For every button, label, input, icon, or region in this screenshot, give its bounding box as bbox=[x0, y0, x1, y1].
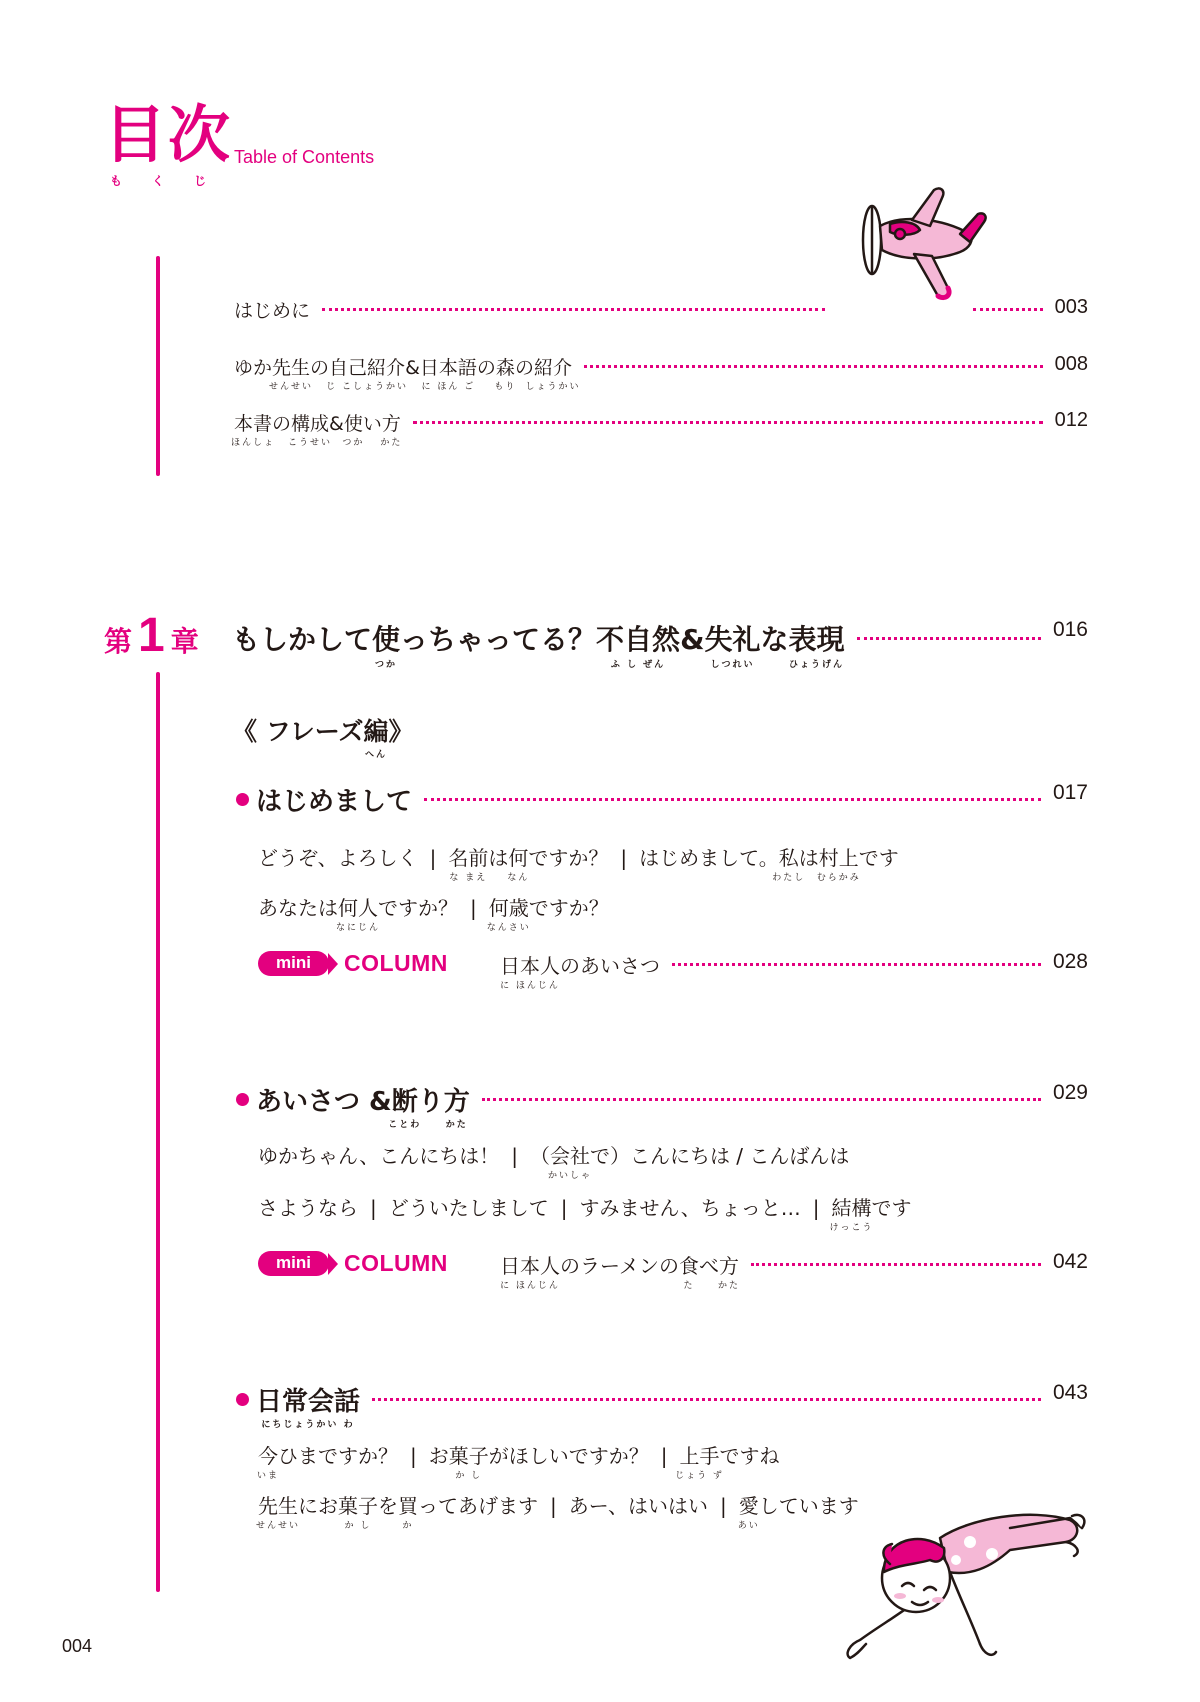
text-segment: です bbox=[858, 846, 899, 870]
chapter-accent-bar bbox=[156, 672, 160, 1592]
text-segment: です bbox=[871, 1196, 912, 1220]
ruby-base: 買 か bbox=[398, 1494, 418, 1531]
ruby-base: 何歳 なんさい bbox=[486, 896, 531, 933]
ruby-reading: に ほんじん bbox=[500, 1281, 560, 1291]
toc-page-number: 008 bbox=[1054, 353, 1088, 375]
ruby-reading: こうせい bbox=[288, 438, 333, 448]
ruby-char: も bbox=[110, 174, 123, 188]
girl-lying-illustration bbox=[820, 1468, 1090, 1668]
ruby-reading: ほんしょ bbox=[230, 438, 276, 448]
ruby-char: く bbox=[151, 174, 164, 188]
ruby-reading: ことわ bbox=[388, 1120, 422, 1130]
part-heading-text bbox=[232, 712, 414, 760]
text-segment: ってあげます bbox=[418, 1494, 538, 1518]
ruby-base: 日本人 に ほんじん bbox=[500, 1254, 560, 1291]
ruby-base: 先生 せんせい bbox=[255, 1494, 301, 1531]
text-segment: はじめに bbox=[234, 300, 311, 322]
text-segment: のラーメンの bbox=[560, 1254, 679, 1278]
chapter-prefix: 第 bbox=[104, 625, 133, 658]
text-segment: の bbox=[514, 357, 534, 379]
section-title bbox=[256, 1081, 470, 1130]
section-title bbox=[256, 1381, 361, 1430]
ruby-reading: じ こしょうかい bbox=[326, 382, 408, 392]
ruby-base: 今 いま bbox=[256, 1444, 280, 1481]
text-segment: ですか？ bbox=[378, 896, 458, 920]
phrase-separator: | bbox=[410, 1444, 417, 1468]
dot-leader bbox=[751, 1263, 1041, 1266]
text-segment: の bbox=[310, 357, 330, 379]
ruby-reading: いま bbox=[256, 1471, 280, 1481]
ruby-char: じ bbox=[193, 174, 206, 188]
toc-entry-title bbox=[230, 409, 403, 448]
page-number: 004 bbox=[62, 1636, 93, 1656]
phrase-separator: | bbox=[660, 1444, 668, 1468]
text-segment: どういたしまして bbox=[388, 1196, 549, 1220]
text-segment: り bbox=[417, 1087, 444, 1117]
text-segment: い bbox=[362, 413, 382, 435]
phrase-separator: | bbox=[620, 846, 628, 870]
ruby-base: 紹介 しょうかい bbox=[525, 357, 581, 392]
ruby-reading: しつれい bbox=[710, 660, 755, 670]
ruby-reading: に ほんじん bbox=[500, 981, 560, 991]
text-segment: ですね bbox=[719, 1444, 780, 1468]
text-segment: は bbox=[798, 846, 819, 870]
dot-leader bbox=[973, 308, 1043, 311]
ruby-base: 使 つか bbox=[342, 413, 365, 448]
ruby-base: 日常会話 にちじょうかい わ bbox=[256, 1387, 361, 1430]
phrase-line bbox=[256, 1440, 780, 1481]
ruby-reading: せんせい bbox=[255, 1521, 301, 1531]
ruby-base: 何 なん bbox=[507, 846, 530, 883]
mini-arrow-icon bbox=[328, 1253, 338, 1275]
phrase-line bbox=[258, 842, 899, 883]
column-page-number: 042 bbox=[1052, 1250, 1088, 1273]
text-segment: の bbox=[476, 357, 496, 379]
ruby-reading: つか bbox=[375, 660, 398, 670]
ruby-reading: つか bbox=[342, 438, 365, 448]
ruby-base: 食 た bbox=[679, 1254, 699, 1291]
section-bullet bbox=[236, 1093, 249, 1106]
ruby-reading: じょう ず bbox=[675, 1471, 724, 1481]
text-segment: & bbox=[680, 623, 705, 656]
phrase-separator: | bbox=[719, 1494, 727, 1518]
intro-accent-bar bbox=[156, 256, 160, 476]
ruby-reading: もり bbox=[494, 382, 517, 392]
phrase-separator: | bbox=[812, 1196, 820, 1220]
section-bullet bbox=[236, 793, 249, 806]
page-title-ruby bbox=[110, 172, 206, 189]
text-segment: はじめまして bbox=[256, 787, 413, 817]
toc-entry[interactable] bbox=[234, 353, 1088, 392]
ruby-reading: なにじん bbox=[335, 923, 381, 933]
ruby-base: 失礼 しつれい bbox=[704, 623, 761, 670]
text-segment: ひまですか？ bbox=[278, 1444, 398, 1468]
text-segment: を bbox=[378, 1494, 398, 1518]
page-title: 目次 bbox=[104, 98, 233, 171]
mini-pill: mini bbox=[258, 1251, 329, 1276]
column-title bbox=[500, 1250, 741, 1291]
text-segment: べ bbox=[699, 1254, 719, 1278]
phrase-separator: | bbox=[550, 1494, 557, 1518]
text-segment: ですか？ bbox=[528, 896, 609, 920]
section-page-number: 029 bbox=[1052, 1081, 1088, 1104]
ruby-base: 村上 むらかみ bbox=[816, 846, 861, 883]
text-segment: 》 bbox=[388, 717, 414, 746]
chapter-page-number: 016 bbox=[1052, 618, 1088, 641]
ruby-reading: なん bbox=[507, 873, 530, 883]
ruby-base: 表現 ひょうげん bbox=[788, 623, 845, 670]
ruby-base: 会社 かいしゃ bbox=[547, 1144, 592, 1181]
text-segment: もしかして bbox=[232, 623, 373, 656]
text-segment: あいさつ & bbox=[256, 1087, 392, 1117]
text-segment: がほしいですか？ bbox=[488, 1444, 649, 1468]
text-segment: どうぞ、よろしく bbox=[258, 846, 418, 870]
ruby-reading: ひょうげん bbox=[789, 660, 845, 670]
toc-page-number: 003 bbox=[1054, 296, 1088, 318]
ruby-reading: ふ し ぜん bbox=[610, 660, 666, 670]
ruby-base: 断 ことわ bbox=[388, 1087, 422, 1130]
toc-entry-title bbox=[234, 296, 310, 323]
column-title bbox=[500, 950, 660, 991]
column-label: COLUMN bbox=[343, 1250, 448, 1276]
ruby-base: 編 へん bbox=[363, 717, 389, 760]
toc-page-number: 012 bbox=[1054, 409, 1088, 431]
column-page-number: 028 bbox=[1052, 950, 1088, 973]
ruby-base: 方 かた bbox=[443, 1087, 470, 1130]
dot-leader bbox=[322, 308, 825, 311]
phrase-separator: | bbox=[429, 846, 437, 870]
ruby-base: 構成 こうせい bbox=[288, 413, 333, 448]
ruby-base: 日本語 に ほん ご bbox=[419, 357, 477, 392]
ruby-reading: せんせい bbox=[269, 382, 314, 392]
dot-leader bbox=[857, 637, 1041, 640]
phrase-separator: | bbox=[560, 1196, 568, 1220]
text-segment: は bbox=[488, 846, 509, 870]
text-segment: にお bbox=[298, 1494, 338, 1518]
ruby-reading: わたし bbox=[772, 873, 806, 883]
toc-entry[interactable] bbox=[234, 296, 1088, 323]
ruby-reading: た bbox=[683, 1281, 695, 1291]
section-page-number: 017 bbox=[1052, 781, 1088, 804]
text-segment: ですか？ bbox=[528, 846, 609, 870]
mini-column-badge bbox=[258, 1250, 448, 1277]
ruby-base: 名前 な まえ bbox=[448, 846, 489, 883]
column-entry[interactable] bbox=[500, 950, 1088, 991]
ruby-reading: な まえ bbox=[449, 873, 488, 883]
mini-arrow-icon bbox=[328, 953, 338, 975]
chapter-label bbox=[104, 609, 199, 662]
ruby-base: 結構 けっこう bbox=[829, 1196, 874, 1233]
section-entry[interactable] bbox=[256, 1081, 1088, 1130]
phrase-line bbox=[255, 1490, 859, 1531]
airplane-illustration bbox=[842, 184, 1012, 304]
ruby-reading: にちじょうかい わ bbox=[261, 1420, 355, 1430]
ruby-reading: へん bbox=[364, 750, 387, 760]
dot-leader bbox=[482, 1098, 1041, 1101]
text-segment: & bbox=[405, 357, 420, 379]
section-bullet bbox=[236, 1393, 249, 1406]
page-subtitle: Table of Contents bbox=[234, 147, 375, 167]
ruby-base: 森 もり bbox=[494, 357, 517, 392]
ruby-base: 私 わたし bbox=[772, 846, 806, 883]
phrase-line bbox=[258, 1192, 912, 1233]
chapter-title bbox=[232, 618, 845, 670]
toc-entry[interactable] bbox=[230, 409, 1088, 448]
part-heading bbox=[232, 712, 414, 760]
column-entry[interactable] bbox=[500, 1250, 1088, 1291]
dot-leader bbox=[584, 365, 1043, 368]
ruby-reading: か し bbox=[344, 1521, 372, 1531]
section-title bbox=[256, 781, 412, 818]
toc-entry-title bbox=[234, 353, 581, 392]
phrase-line bbox=[258, 892, 609, 933]
text-segment: & bbox=[329, 413, 344, 435]
ruby-reading: か し bbox=[455, 1471, 483, 1481]
phrase-separator: | bbox=[470, 896, 477, 920]
text-segment: すみません、ちょっと… bbox=[579, 1196, 801, 1220]
text-segment: っちゃってる？ bbox=[400, 623, 597, 656]
ruby-reading: かた bbox=[445, 1120, 468, 1130]
text-segment: の bbox=[272, 413, 292, 435]
chapter-entry[interactable] bbox=[232, 618, 1088, 670]
mini-column-badge bbox=[258, 950, 448, 977]
ruby-base: 先生 せんせい bbox=[269, 357, 314, 392]
ruby-base: 使 つか bbox=[372, 623, 401, 670]
text-segment: 《 フレーズ bbox=[232, 717, 364, 746]
ruby-base: 方 かた bbox=[717, 1254, 741, 1291]
phrase-separator: | bbox=[370, 1196, 377, 1220]
phrase-separator: | bbox=[511, 1144, 518, 1168]
text-segment: はじめまして。 bbox=[639, 846, 779, 870]
ruby-reading: に ほん ご bbox=[421, 382, 476, 392]
text-segment: ゆかちゃん、こんにちは！ bbox=[258, 1144, 500, 1168]
text-segment: あー、はいはい bbox=[568, 1494, 708, 1518]
dot-leader bbox=[413, 421, 1043, 424]
ruby-base: 不自然 ふ し ぜん bbox=[596, 623, 681, 670]
ruby-base: 菓子 か し bbox=[338, 1494, 378, 1531]
text-segment: （ bbox=[529, 1144, 550, 1168]
dot-leader bbox=[672, 963, 1041, 966]
chapter-suffix: 章 bbox=[170, 625, 199, 658]
text-segment: のあいさつ bbox=[560, 954, 660, 978]
ruby-reading: しょうかい bbox=[525, 382, 581, 392]
phrase-line bbox=[258, 1140, 850, 1181]
text-segment: で）こんにちは / こんばんは bbox=[589, 1144, 850, 1168]
ruby-reading: けっこう bbox=[829, 1223, 874, 1233]
dot-leader bbox=[372, 1398, 1041, 1401]
ruby-base: 自己紹介 じ こしょうかい bbox=[326, 357, 408, 392]
ruby-reading: なんさい bbox=[486, 923, 531, 933]
text-segment: しています bbox=[758, 1494, 859, 1518]
ruby-base: 日本人 に ほんじん bbox=[500, 954, 560, 991]
ruby-reading: むらかみ bbox=[816, 873, 861, 883]
text-segment: お bbox=[428, 1444, 449, 1468]
ruby-reading: かいしゃ bbox=[547, 1171, 592, 1181]
mini-pill: mini bbox=[258, 951, 329, 976]
ruby-base: 本書 ほんしょ bbox=[230, 413, 276, 448]
ruby-base: 菓子 か し bbox=[448, 1444, 489, 1481]
ruby-base: 方 かた bbox=[380, 413, 403, 448]
text-segment: あなたは bbox=[258, 896, 338, 920]
section-entry[interactable] bbox=[256, 1381, 1088, 1430]
ruby-reading: かた bbox=[380, 438, 403, 448]
ruby-reading: あい bbox=[737, 1521, 760, 1531]
text-segment: な bbox=[760, 623, 789, 656]
ruby-base: 愛 あい bbox=[737, 1494, 760, 1531]
section-page-number: 043 bbox=[1052, 1381, 1088, 1404]
text-segment: さようなら bbox=[258, 1196, 358, 1220]
column-label: COLUMN bbox=[343, 950, 448, 976]
ruby-base: 何人 なにじん bbox=[335, 896, 381, 933]
dot-leader bbox=[424, 798, 1041, 801]
ruby-reading: かた bbox=[717, 1281, 741, 1291]
text-segment: ゆか bbox=[234, 357, 273, 379]
chapter-number: 1 bbox=[138, 609, 165, 662]
ruby-reading: か bbox=[402, 1521, 414, 1531]
section-entry[interactable] bbox=[256, 781, 1088, 818]
ruby-base: 上手 じょう ず bbox=[675, 1444, 724, 1481]
